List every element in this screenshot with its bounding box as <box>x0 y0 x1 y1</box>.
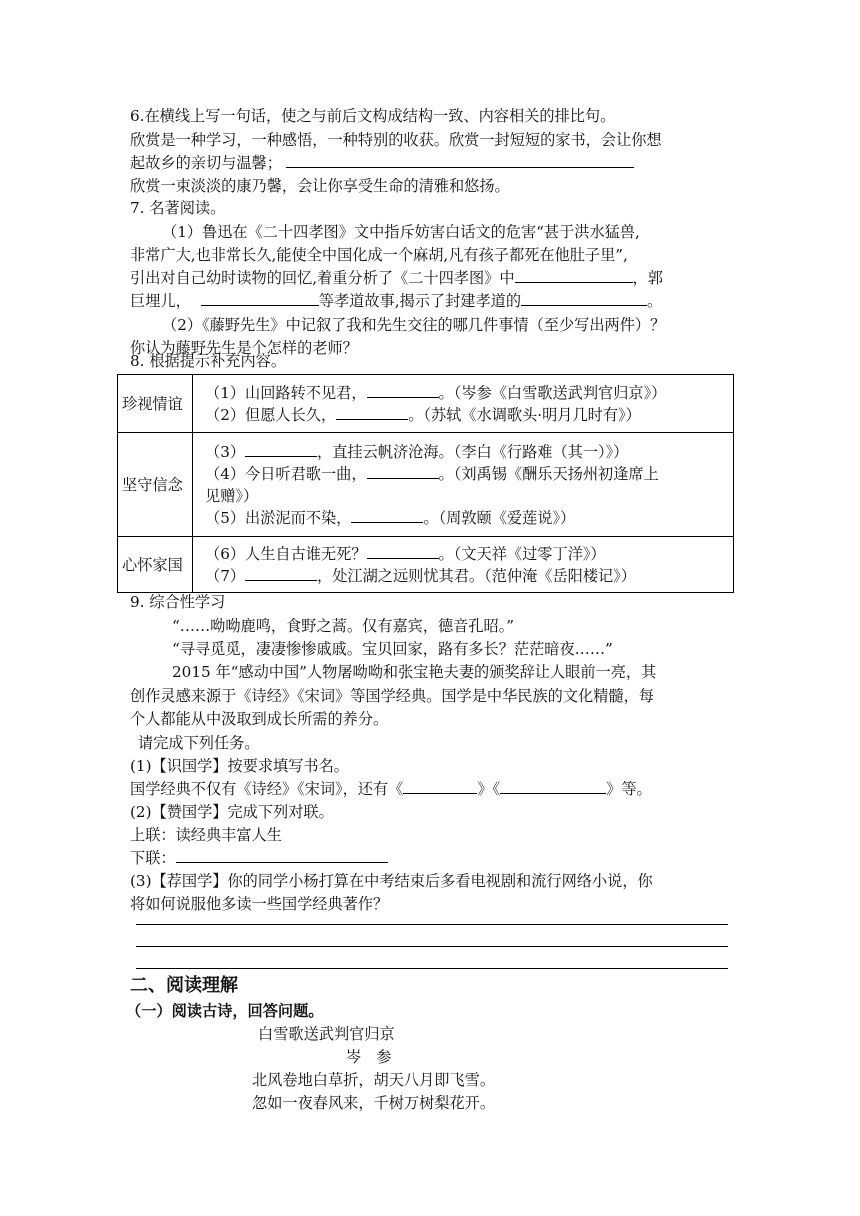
q9-task1-text-b: 》《 <box>477 780 501 798</box>
item-text: （4）今日听君歌一曲， <box>205 464 367 483</box>
fill-item <box>205 441 729 463</box>
table-row <box>118 433 734 537</box>
q6-line2 <box>130 153 634 173</box>
q9-para-line2: 创作灵感来源于《诗经》《宋词》等国学经典。国学是中华民族的文化精髓，每 <box>130 687 654 705</box>
category-cell: 坚守信念 <box>118 433 193 537</box>
couplet-lower-label: 下联： <box>130 849 176 867</box>
book-name-blank-2[interactable] <box>500 779 606 794</box>
q7-p1-line3-tail: ，郭 <box>632 269 663 287</box>
table-row <box>118 537 734 593</box>
item-text: （5）出淤泥而不染， <box>205 508 352 527</box>
poem-verse-1: 北风卷地白草折，胡天八月即飞雪。 <box>252 1071 495 1089</box>
q9-task: 请完成下列任务。 <box>138 734 260 752</box>
couplet-upper: 上联：读经典丰富人生 <box>130 826 282 844</box>
item-text: （3） <box>205 442 246 461</box>
subsection-heading: （一）阅读古诗，回答问题。 <box>126 1002 324 1020</box>
poem-author: 岑 参 <box>346 1048 392 1066</box>
answer-line-3[interactable] <box>136 968 728 969</box>
poem-verse-2: 忽如一夜春风来，千树万树梨花开。 <box>252 1094 495 1112</box>
answer-line-1[interactable] <box>136 924 728 925</box>
item-source: 。（刘禹锡《酬乐天扬州初逢席上 <box>438 464 659 483</box>
fill-item <box>205 543 729 565</box>
item-text: （6）人生自古谁无死？ <box>205 544 367 563</box>
q9-para-line1: 2015 年“感动中国”人物屠呦呦和张宝艳夫妻的颁奖辞让人眼前一亮，其 <box>172 663 657 681</box>
items-cell <box>193 375 734 433</box>
answer-line-2[interactable] <box>136 946 728 947</box>
q9-task3-line2: 将如何说服他多读一些国学经典著作？ <box>130 895 389 913</box>
q7-p1-line4-a: 巨埋儿， <box>130 292 191 310</box>
item-source: 。（文天祥《过零丁洋》） <box>438 544 606 563</box>
book-name-blank-1[interactable] <box>403 779 477 794</box>
fill-blank[interactable] <box>367 383 439 398</box>
fill-item <box>205 463 729 485</box>
couplet-lower-line <box>130 848 388 868</box>
fill-blank[interactable] <box>245 442 317 457</box>
fill-item <box>205 507 729 529</box>
q9-quote2: “寻寻觅觅，凄凄惨惨戚戚。宝贝回家，路有多长？茫茫暗夜……” <box>172 640 613 658</box>
section-heading: 二、阅读理解 <box>130 975 238 996</box>
q7-p1-line4-b: 等孝道故事,揭示了封建孝道的 <box>318 292 522 310</box>
category-cell: 珍视情谊 <box>118 375 193 433</box>
q7-title: 7. 名著阅读。 <box>130 199 226 217</box>
item-source: ，直挂云帆济沧海。（李白《行路难（其一）》） <box>317 442 629 461</box>
fill-blank[interactable] <box>367 544 439 559</box>
q7-p2-line1: （2）《藤野先生》中记叙了我和先生交往的哪几件事情（至少写出两件）？ <box>162 316 666 334</box>
q6-answer-blank[interactable] <box>286 153 634 168</box>
fill-item-continued <box>205 485 729 507</box>
q6-line1: 欣赏是一种学习，一种感悟，一种特别的收获。欣赏一封短短的家书，会让你想 <box>130 131 662 149</box>
fill-blank[interactable] <box>367 464 439 479</box>
q9-para-line3: 个人都能从中汲取到成长所需的养分。 <box>130 710 389 728</box>
q7-p1-line1: （1）鲁迅在《二十四孝图》文中指斥妨害白话文的危害“甚于洪水猛兽, <box>162 223 640 241</box>
category-cell: 心怀家国 <box>118 537 193 593</box>
item-source: ，处江湖之远则忧其君。（范仲淹《岳阳楼记》） <box>317 566 636 585</box>
q7-p1-line4-c: 。 <box>647 292 663 310</box>
items-cell <box>193 433 734 537</box>
fill-blank[interactable] <box>351 508 423 523</box>
item-source: 。（周敦颐《爱莲说》） <box>423 508 576 527</box>
item-text: （1）山回路转不见君， <box>205 383 367 402</box>
q9-task2: (2)【赞国学】完成下列对联。 <box>130 803 334 821</box>
poetry-fill-table <box>117 374 734 593</box>
q8-title: 8. 根据提示补充内容。 <box>130 352 287 370</box>
fill-item <box>205 382 729 404</box>
q7-p1-line2: 非常广大,也非常长久,能使全中国化成一个麻胡,凡有孩子都死在他肚子里”, <box>130 246 628 264</box>
q6-line2-text: 起故乡的亲切与温馨； <box>130 154 282 172</box>
q7-p1-line4 <box>130 291 662 311</box>
item-source: 。（苏轼《水调歌头·明月几时有》） <box>408 405 641 424</box>
q6-line3: 欣赏一束淡淡的康乃馨，会让你享受生命的清雅和悠扬。 <box>130 177 510 195</box>
q9-task1: (1)【识国学】按要求填写书名。 <box>130 757 349 775</box>
q9-task1-text-c: 》等。 <box>606 780 652 798</box>
fill-blank[interactable] <box>245 566 317 581</box>
q7-blank-1[interactable] <box>515 268 633 283</box>
q9-task3-line1: (3)【荐国学】你的同学小杨打算在中考结束后多看电视剧和流行网络小说，你 <box>130 872 653 890</box>
table-row <box>118 375 734 433</box>
q9-quote1: “……呦呦鹿鸣，食野之蒿。仅有嘉宾，德音孔昭。” <box>172 617 515 635</box>
q7-p1-line3 <box>130 268 663 288</box>
q9-task1-text-a: 国学经典不仅有《诗经》《宋词》，还有《 <box>130 780 404 798</box>
couplet-lower-blank[interactable] <box>176 848 388 863</box>
q7-p2-line2: 你认为藤野先生是个怎样的老师？ <box>130 339 358 357</box>
q7-blank-2[interactable] <box>201 291 319 306</box>
q9-title: 9. 综合性学习 <box>130 593 226 611</box>
fill-blank[interactable] <box>336 405 408 420</box>
fill-item <box>205 404 729 426</box>
poem-title: 白雪歌送武判官归京 <box>258 1025 395 1043</box>
item-text: （2）但愿人长久， <box>205 405 337 424</box>
items-cell <box>193 537 734 593</box>
q6-title: 6.在横线上写一句话，使之与前后文构成结构一致、内容相关的排比句。 <box>130 107 616 125</box>
q9-task1-line <box>130 779 652 799</box>
item-text: （7） <box>205 566 246 585</box>
q7-blank-3[interactable] <box>521 291 647 306</box>
fill-item <box>205 565 729 587</box>
item-text: 见赠》） <box>205 486 259 505</box>
q7-p1-line3-text: 引出对自己幼时读物的回忆,着重分析了《二十四孝图》中 <box>130 269 515 287</box>
item-source: 。（岑参《白雪歌送武判官归京》） <box>438 383 667 402</box>
